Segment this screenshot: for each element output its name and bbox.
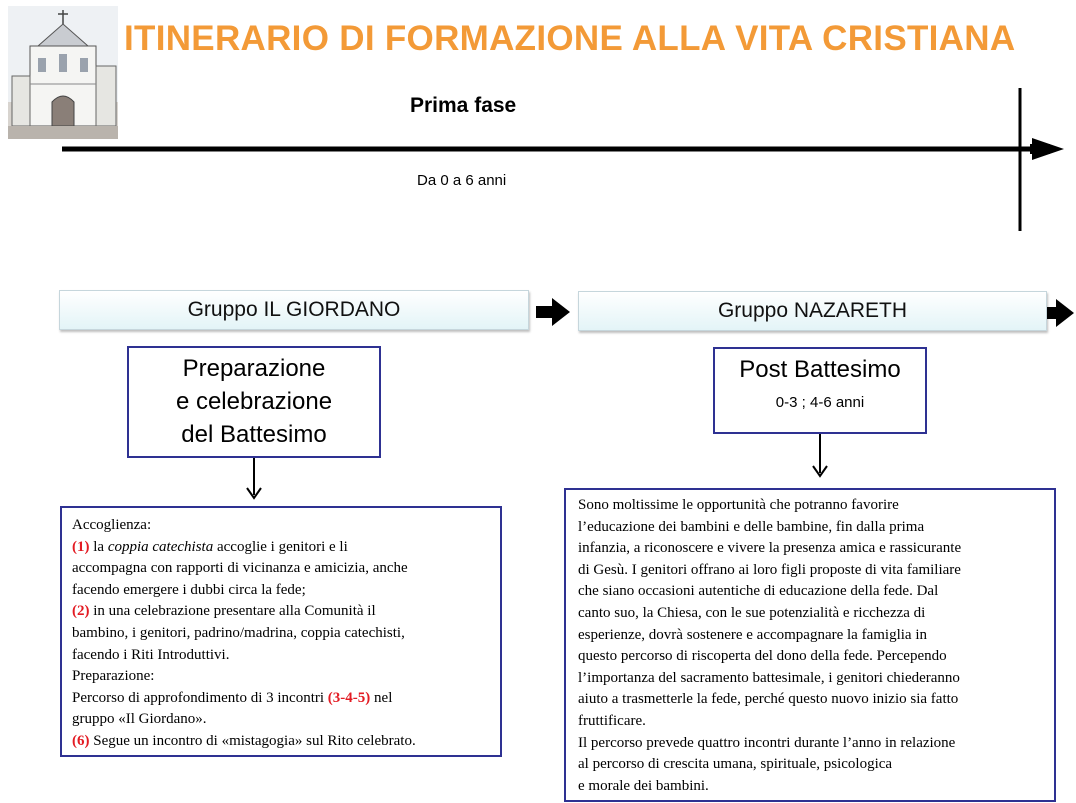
description-line: di Gesù. I genitori offrano ai loro figli proposte di vita familiare <box>578 561 961 578</box>
description-line: Il percorso prevede quattro incontri durante l’anno in relazione <box>578 734 956 751</box>
item1-italic: coppia catechista <box>107 538 214 555</box>
description-line: l’importanza del sacramento battesimale, i genitori chiederanno <box>578 669 960 686</box>
post-battesimo-title: Post Battesimo <box>739 356 901 383</box>
church-logo-icon <box>8 6 118 139</box>
description-line: canto suo, la Chiesa, con le sue potenzialità e ricchezza di <box>578 604 926 621</box>
percorso-number: (3-4-5) <box>327 689 371 706</box>
item1-line3: facendo emergere i dubbi circa la fede; <box>72 581 306 598</box>
age-range-label: Da 0 a 6 anni <box>417 172 507 189</box>
description-line: Sono moltissime le opportunità che potranno favorire <box>578 497 899 513</box>
group-giordano-label: Gruppo IL GIORDANO <box>187 298 401 321</box>
percorso-text-b: nel <box>370 689 393 706</box>
percorso-line2: gruppo «Il Giordano». <box>72 711 207 728</box>
phase-label: Prima fase <box>410 94 517 117</box>
description-line: al percorso di crescita umana, spirituale, psicologica <box>578 756 893 773</box>
item2-number: (2) <box>72 603 90 620</box>
percorso-line <box>72 688 492 710</box>
item1-number: (1) <box>72 538 90 555</box>
description-line: infanzia, a riconoscere e vivere la presenza amica e rassicurante <box>578 540 962 557</box>
item1-line2: accompagna con rapporti di vicinanza e amicizia, anche <box>72 560 408 577</box>
description-line: questo percorso di riscoperta del dono della fede. Percependo <box>578 648 947 665</box>
battesimo-line2: e celebrazione <box>175 388 333 415</box>
description-line: fruttificare. <box>578 712 646 729</box>
percorso-text-a: Percorso di approfondimento di 3 incontri <box>72 689 328 706</box>
timeline-arrowhead <box>1032 138 1064 160</box>
post-battesimo-ages: 0-3 ; 4-6 anni <box>775 394 865 411</box>
preparazione-label: Preparazione: <box>72 668 155 685</box>
item2-line <box>72 601 492 623</box>
battesimo-line1: Preparazione <box>182 355 326 382</box>
item6-text: Segue un incontro di «mistagogia» sul Rito celebrato. <box>89 732 416 749</box>
arrow-right-icon <box>536 298 570 326</box>
item1-text-b: accoglie i genitori e li <box>213 538 348 555</box>
nazareth-description-panel <box>564 488 1056 802</box>
item1-text-a: la <box>89 538 108 555</box>
group-nazareth-box <box>578 291 1047 331</box>
accoglienza-label: Accoglienza: <box>72 517 152 533</box>
description-line: che siano occasioni autentiche di educazione della fede. Dal <box>578 583 939 600</box>
giordano-description-panel <box>60 506 502 757</box>
item2-line2: bambino, i genitori, padrino/madrina, coppia catechisti, <box>72 624 405 641</box>
battesimo-box <box>127 346 381 458</box>
description-line: aiuto a trasmetterle la fede, perché questo nuovo inizio sia fatto <box>578 691 959 708</box>
post-battesimo-box <box>713 347 927 434</box>
item2-text: in una celebrazione presentare alla Comunità il <box>89 603 376 620</box>
group-giordano-box <box>59 290 529 330</box>
item1-line <box>72 537 492 559</box>
item6-number: (6) <box>72 732 90 749</box>
description-line: l’educazione dei bambini e delle bambine, fin dalla prima <box>578 518 925 535</box>
item6-line <box>72 731 492 753</box>
group-nazareth-label: Gruppo NAZARETH <box>717 299 908 322</box>
description-line: e morale dei bambini. <box>578 777 709 794</box>
item2-line3: facendo i Riti Introduttivi. <box>72 646 230 663</box>
battesimo-line3: del Battesimo <box>181 421 327 448</box>
description-line: esperienze, dovrà sostenere e accompagnare la famiglia in <box>578 626 927 643</box>
page-title: ITINERARIO DI FORMAZIONE ALLA VITA CRISTIANA <box>124 19 1016 58</box>
